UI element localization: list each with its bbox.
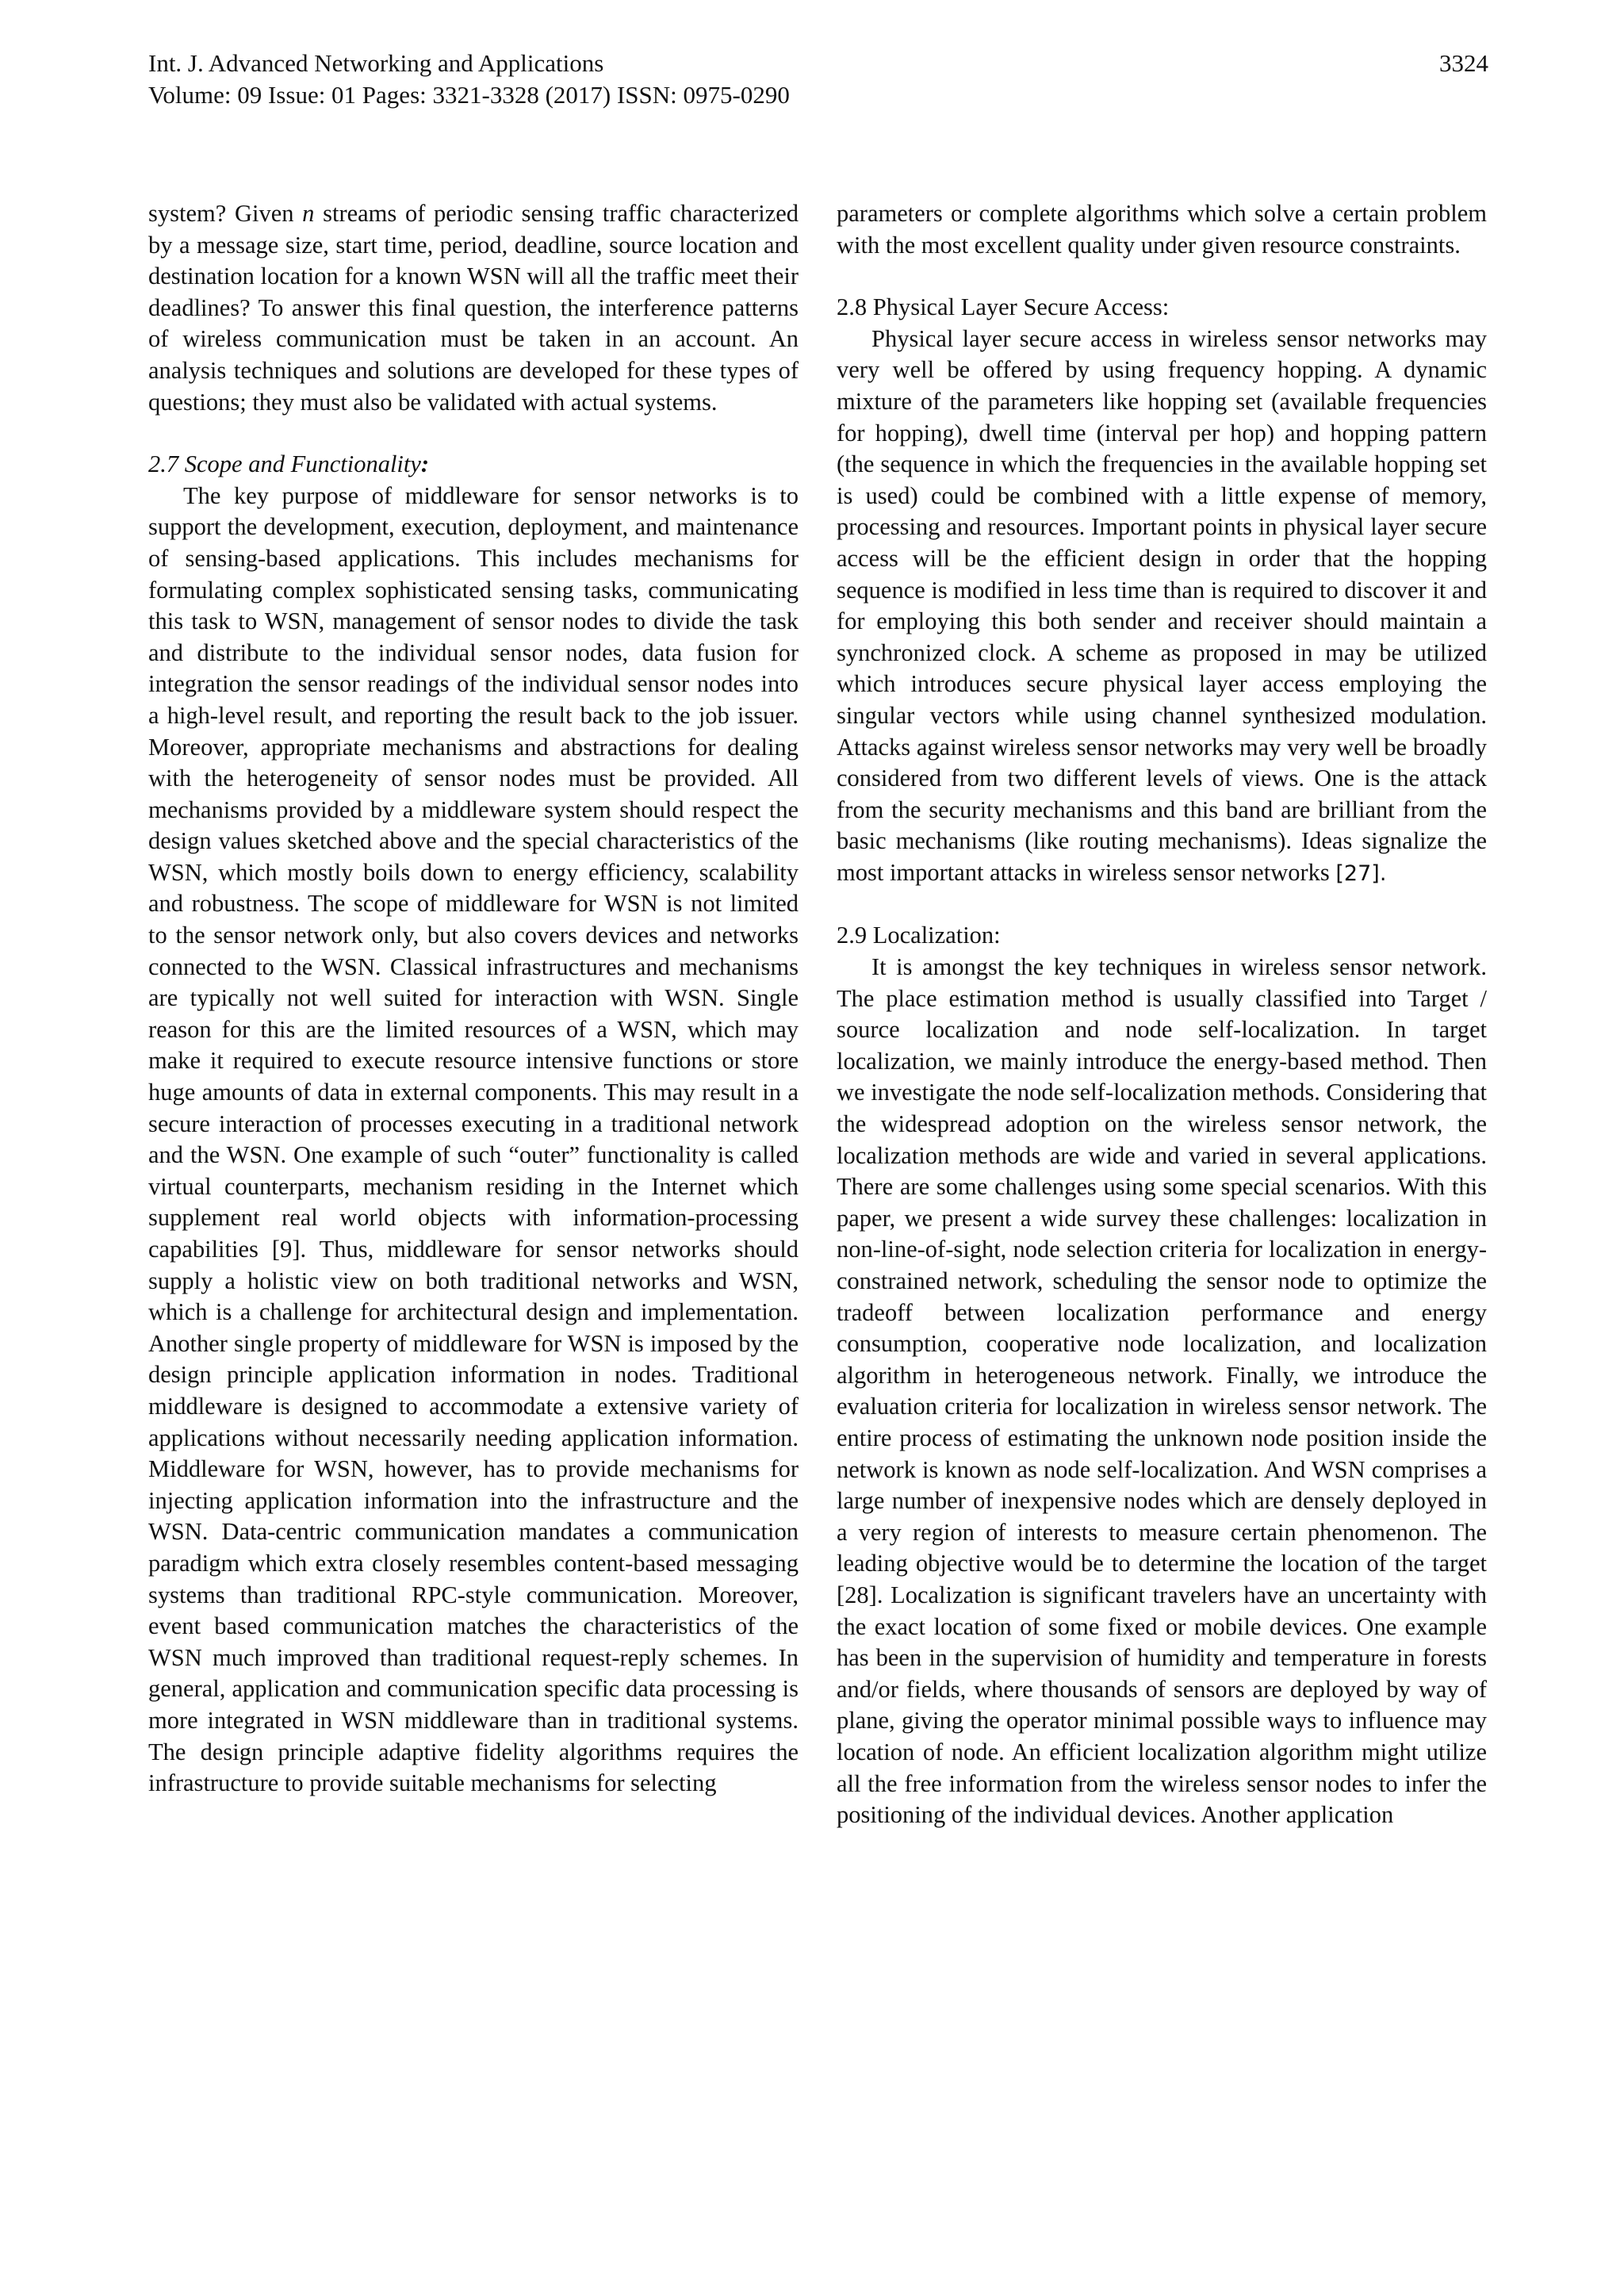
section-2-7-heading: 2.7 Scope and Functionality: <box>148 450 430 478</box>
running-header <box>148 48 1488 111</box>
variable-n: n <box>302 200 315 227</box>
journal-title: Int. J. Advanced Networking and Applications <box>148 49 604 77</box>
page-number: 3324 <box>1439 49 1488 77</box>
intro-paragraph: system? Given n streams of periodic sensing traffic characterized by a message size, start time, period, deadline, source location and destination location for a known WSN will all the traffic meet their deadlines? To answer this final question, the interference patterns of wireless communication must be taken in an account. An analysis techniques and solutions are developed for these types of questions; they must also be validated with actual systems. <box>148 200 799 416</box>
journal-volume-info: Volume: 09 Issue: 01 Pages: 3321-3328 (2017) ISSN: 0975-0290 <box>148 81 790 109</box>
section-2-8-body: Physical layer secure access in wireless sensor networks may very well be offered by using frequency hopping. A dynamic mixture of the parameters like hopping set (available frequencies for hopping), dwell time (interval per hop) and hopping pattern (the sequence in which the frequencies in the available hopping set is used) could be combined with a little expense of memory, processing and resources. Important points in physical layer secure access will be the efficient design in order that the hopping sequence is modified in less time than is required to discover it and for employing this both sender and receiver should maintain a synchronized clock. A scheme as proposed in may be utilized which introduces secure physical layer access employing the singular vectors while using channel synthesized modulation. Attacks against wireless sensor networks may very well be broadly considered from two different levels of views. One is the attack from the security mechanisms and this band are brilliant from the basic mechanisms (like routing mechanisms). Ideas signalize the most important attacks in wireless sensor networks [27]. <box>837 324 1487 886</box>
two-column-body <box>148 198 1488 2118</box>
left-column <box>148 198 799 1800</box>
section-2-9-heading: 2.9 Localization: <box>837 922 1001 949</box>
continuation-paragraph: parameters or complete algorithms which solve a certain problem with the most excellent quality under given resource constraints. <box>837 200 1487 259</box>
right-column <box>837 198 1487 1831</box>
section-2-8-heading: 2.8 Physical Layer Secure Access: <box>837 293 1170 321</box>
section-2-9-body: It is amongst the key techniques in wireless sensor network. The place estimation method is usually classified into Target / source localization and node self-localization. In target localization, we mainly introduce the energy-based method. Then we investigate the node self-localization methods. Considering that the widespread adoption on the wireless sensor network, the localization methods are wide and varied in several applications. There are some challenges using some special scenarios. With this paper, we present a wide survey these challenges: localization in non-line-of-sight, node selection criteria for localization in energy-constrained network, scheduling the sensor node to optimize the tradeoff between localization performance and energy consumption, cooperative node localization, and localization algorithm in heterogeneous network. Finally, we introduce the evaluation criteria for localization in wireless sensor network. The entire process of estimating the unknown node position inside the network is known as node self-localization. And WSN comprises a large number of inexpensive nodes which are densely deployed in a very region of interests to measure certain phenomenon. The leading objective would be to determine the location of the target [28]. Localization is significant travelers have an uncertainty with the exact location of some fixed or mobile devices. One example has been in the supervision of humidity and temperature in forests and/or fields, where thousands of sensors are deployed by way of plane, giving the operator minimal possible ways to influence may location of node. An efficient localization algorithm might utilize all the free information from the wireless sensor nodes to infer the positioning of the individual devices. Another application <box>837 953 1487 1829</box>
section-2-7-body: The key purpose of middleware for sensor networks is to support the development, execution, deployment, and maintenance of sensing-based applications. This includes mechanisms for formulating complex sophisticated sensing tasks, communicating this task to WSN, management of sensor nodes to divide the task and distribute to the individual sensor nodes, data fusion for integration the sensor readings of the individual sensor nodes into a high-level result, and reporting the result back to the job issuer. Moreover, appropriate mechanisms and abstractions for dealing with the heterogeneity of sensor nodes must be provided. All mechanisms provided by a middleware system should respect the design values sketched above and the special characteristics of the WSN, which mostly boils down to energy efficiency, scalability and robustness. The scope of middleware for WSN is not limited to the sensor network only, but also covers devices and networks connected to the WSN. Classical infrastructures and mechanisms are typically not well suited for interaction with WSN. Single reason for this are the limited resources of a WSN, which may make it required to execute resource intensive functions or store huge amounts of data in external components. This may result in a secure interaction of processes executing in a traditional network and the WSN. One example of such “outer” functionality is called virtual counterparts, mechanism residing in the Internet which supplement real world objects with information-processing capabilities [9]. Thus, middleware for sensor networks should supply a holistic view on both traditional networks and WSN, which is a challenge for architectural design and implementation. Another single property of middleware for WSN is imposed by the design principle application information in nodes. Traditional middleware is designed to accommodate a extensive variety of applications without necessarily needing application information. Middleware for WSN, however, has to provide mechanisms for injecting application information into the infrastructure and the WSN. Data-centric communication mandates a communication paradigm which extra closely resembles content-based messaging systems than traditional RPC-style communication. Moreover, event based communication matches the characteristics of the WSN much improved than traditional request-reply schemes. In general, application and communication specific data processing is more integrated in WSN middleware than in traditional systems. The design principle adaptive fidelity algorithms requires the infrastructure to provide suitable mechanisms for selecting <box>148 481 799 1797</box>
citation-27: [27]. <box>1335 861 1387 886</box>
